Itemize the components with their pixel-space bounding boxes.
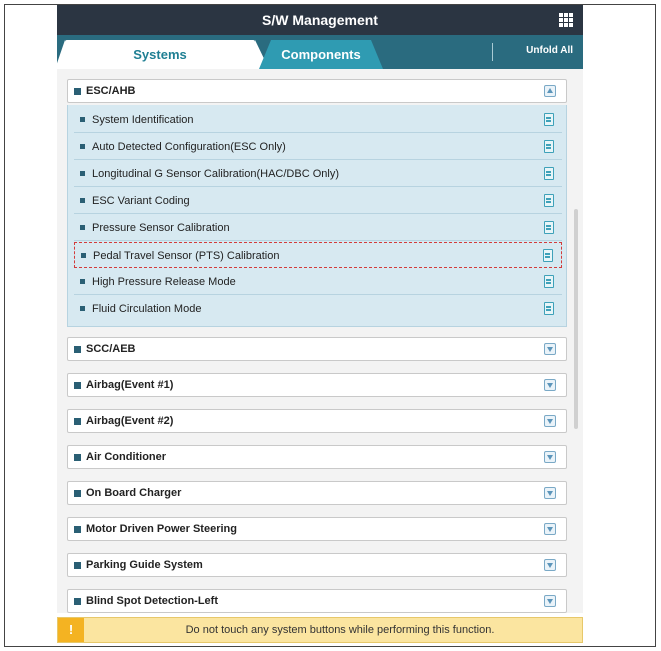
group-on-board-charger[interactable]: [67, 481, 567, 505]
document-icon[interactable]: [544, 140, 554, 153]
group-airbag-event-2[interactable]: [67, 409, 567, 433]
item-bullet: [80, 171, 85, 176]
item-bullet: [80, 144, 85, 149]
grid-menu-icon[interactable]: [559, 13, 573, 27]
group-motor-driven-power-steering[interactable]: [67, 517, 567, 541]
warning-text: Do not touch any system buttons while performing this function.: [185, 624, 495, 636]
group-label: Airbag(Event #1): [86, 379, 174, 391]
expand-down-icon[interactable]: [544, 523, 556, 535]
group-blind-spot-detection-left[interactable]: [67, 589, 567, 613]
document-icon[interactable]: [544, 167, 554, 180]
group-label: On Board Charger: [86, 487, 182, 499]
sw-management-app: [57, 5, 583, 645]
document-icon[interactable]: [544, 275, 554, 288]
function-item[interactable]: [74, 215, 562, 241]
warning-icon: !: [58, 618, 84, 642]
function-label: Auto Detected Configuration(ESC Only): [92, 141, 286, 153]
document-icon[interactable]: [544, 302, 554, 315]
function-item[interactable]: [74, 134, 562, 160]
group-label: ESC/AHB: [86, 85, 136, 97]
group-label: SCC/AEB: [86, 343, 136, 355]
tab-divider: [492, 43, 493, 61]
expand-down-icon[interactable]: [544, 559, 556, 571]
group-label: Motor Driven Power Steering: [86, 523, 237, 535]
group-label: Parking Guide System: [86, 559, 203, 571]
item-bullet: [80, 279, 85, 284]
expand-down-icon[interactable]: [544, 379, 556, 391]
system-list: [57, 69, 583, 613]
group-bullet: [74, 454, 81, 461]
unfold-all-button[interactable]: Unfold All: [526, 45, 573, 56]
page-title: S/W Management: [262, 12, 378, 28]
expand-down-icon[interactable]: [544, 343, 556, 355]
group-bullet: [74, 382, 81, 389]
tab-bar: [57, 35, 583, 69]
document-icon[interactable]: [544, 113, 554, 126]
collapse-up-icon[interactable]: [544, 85, 556, 97]
item-bullet: [80, 306, 85, 311]
expand-down-icon[interactable]: [544, 451, 556, 463]
group-esc-ahb[interactable]: [67, 79, 567, 103]
group-label: Blind Spot Detection-Left: [86, 595, 218, 607]
function-label: Fluid Circulation Mode: [92, 303, 202, 315]
group-bullet: [74, 490, 81, 497]
function-item[interactable]: [74, 188, 562, 214]
group-bullet: [74, 418, 81, 425]
item-bullet: [80, 117, 85, 122]
group-label: Airbag(Event #2): [86, 415, 174, 427]
function-label: Longitudinal G Sensor Calibration(HAC/DBC Only): [92, 168, 339, 180]
function-label: Pressure Sensor Calibration: [92, 222, 230, 234]
function-item[interactable]: [74, 296, 562, 322]
item-bullet: [80, 198, 85, 203]
group-air-conditioner[interactable]: [67, 445, 567, 469]
tab-components[interactable]: Components: [271, 40, 371, 69]
warning-banner: [57, 617, 583, 643]
title-bar: [57, 5, 583, 35]
document-icon[interactable]: [543, 249, 553, 262]
item-bullet: [80, 225, 85, 230]
function-item-selected[interactable]: [74, 242, 562, 268]
group-airbag-event-1[interactable]: [67, 373, 567, 397]
tab-systems[interactable]: Systems: [65, 40, 255, 69]
group-bullet: [74, 598, 81, 605]
item-bullet: [81, 253, 86, 258]
function-item[interactable]: [74, 269, 562, 295]
group-bullet: [74, 526, 81, 533]
expand-down-icon[interactable]: [544, 415, 556, 427]
function-item[interactable]: [74, 107, 562, 133]
list-scrollbar[interactable]: [574, 209, 578, 429]
group-bullet: [74, 346, 81, 353]
function-label: System Identification: [92, 114, 194, 126]
group-parking-guide-system[interactable]: [67, 553, 567, 577]
expand-down-icon[interactable]: [544, 487, 556, 499]
group-bullet: [74, 88, 81, 95]
function-item[interactable]: [74, 161, 562, 187]
group-label: Air Conditioner: [86, 451, 167, 463]
document-icon[interactable]: [544, 194, 554, 207]
function-label: ESC Variant Coding: [92, 195, 190, 207]
document-icon[interactable]: [544, 221, 554, 234]
esc-ahb-function-list: [67, 105, 567, 327]
function-label: High Pressure Release Mode: [92, 276, 236, 288]
group-scc-aeb[interactable]: [67, 337, 567, 361]
expand-down-icon[interactable]: [544, 595, 556, 607]
function-label: Pedal Travel Sensor (PTS) Calibration: [93, 250, 280, 262]
group-bullet: [74, 562, 81, 569]
